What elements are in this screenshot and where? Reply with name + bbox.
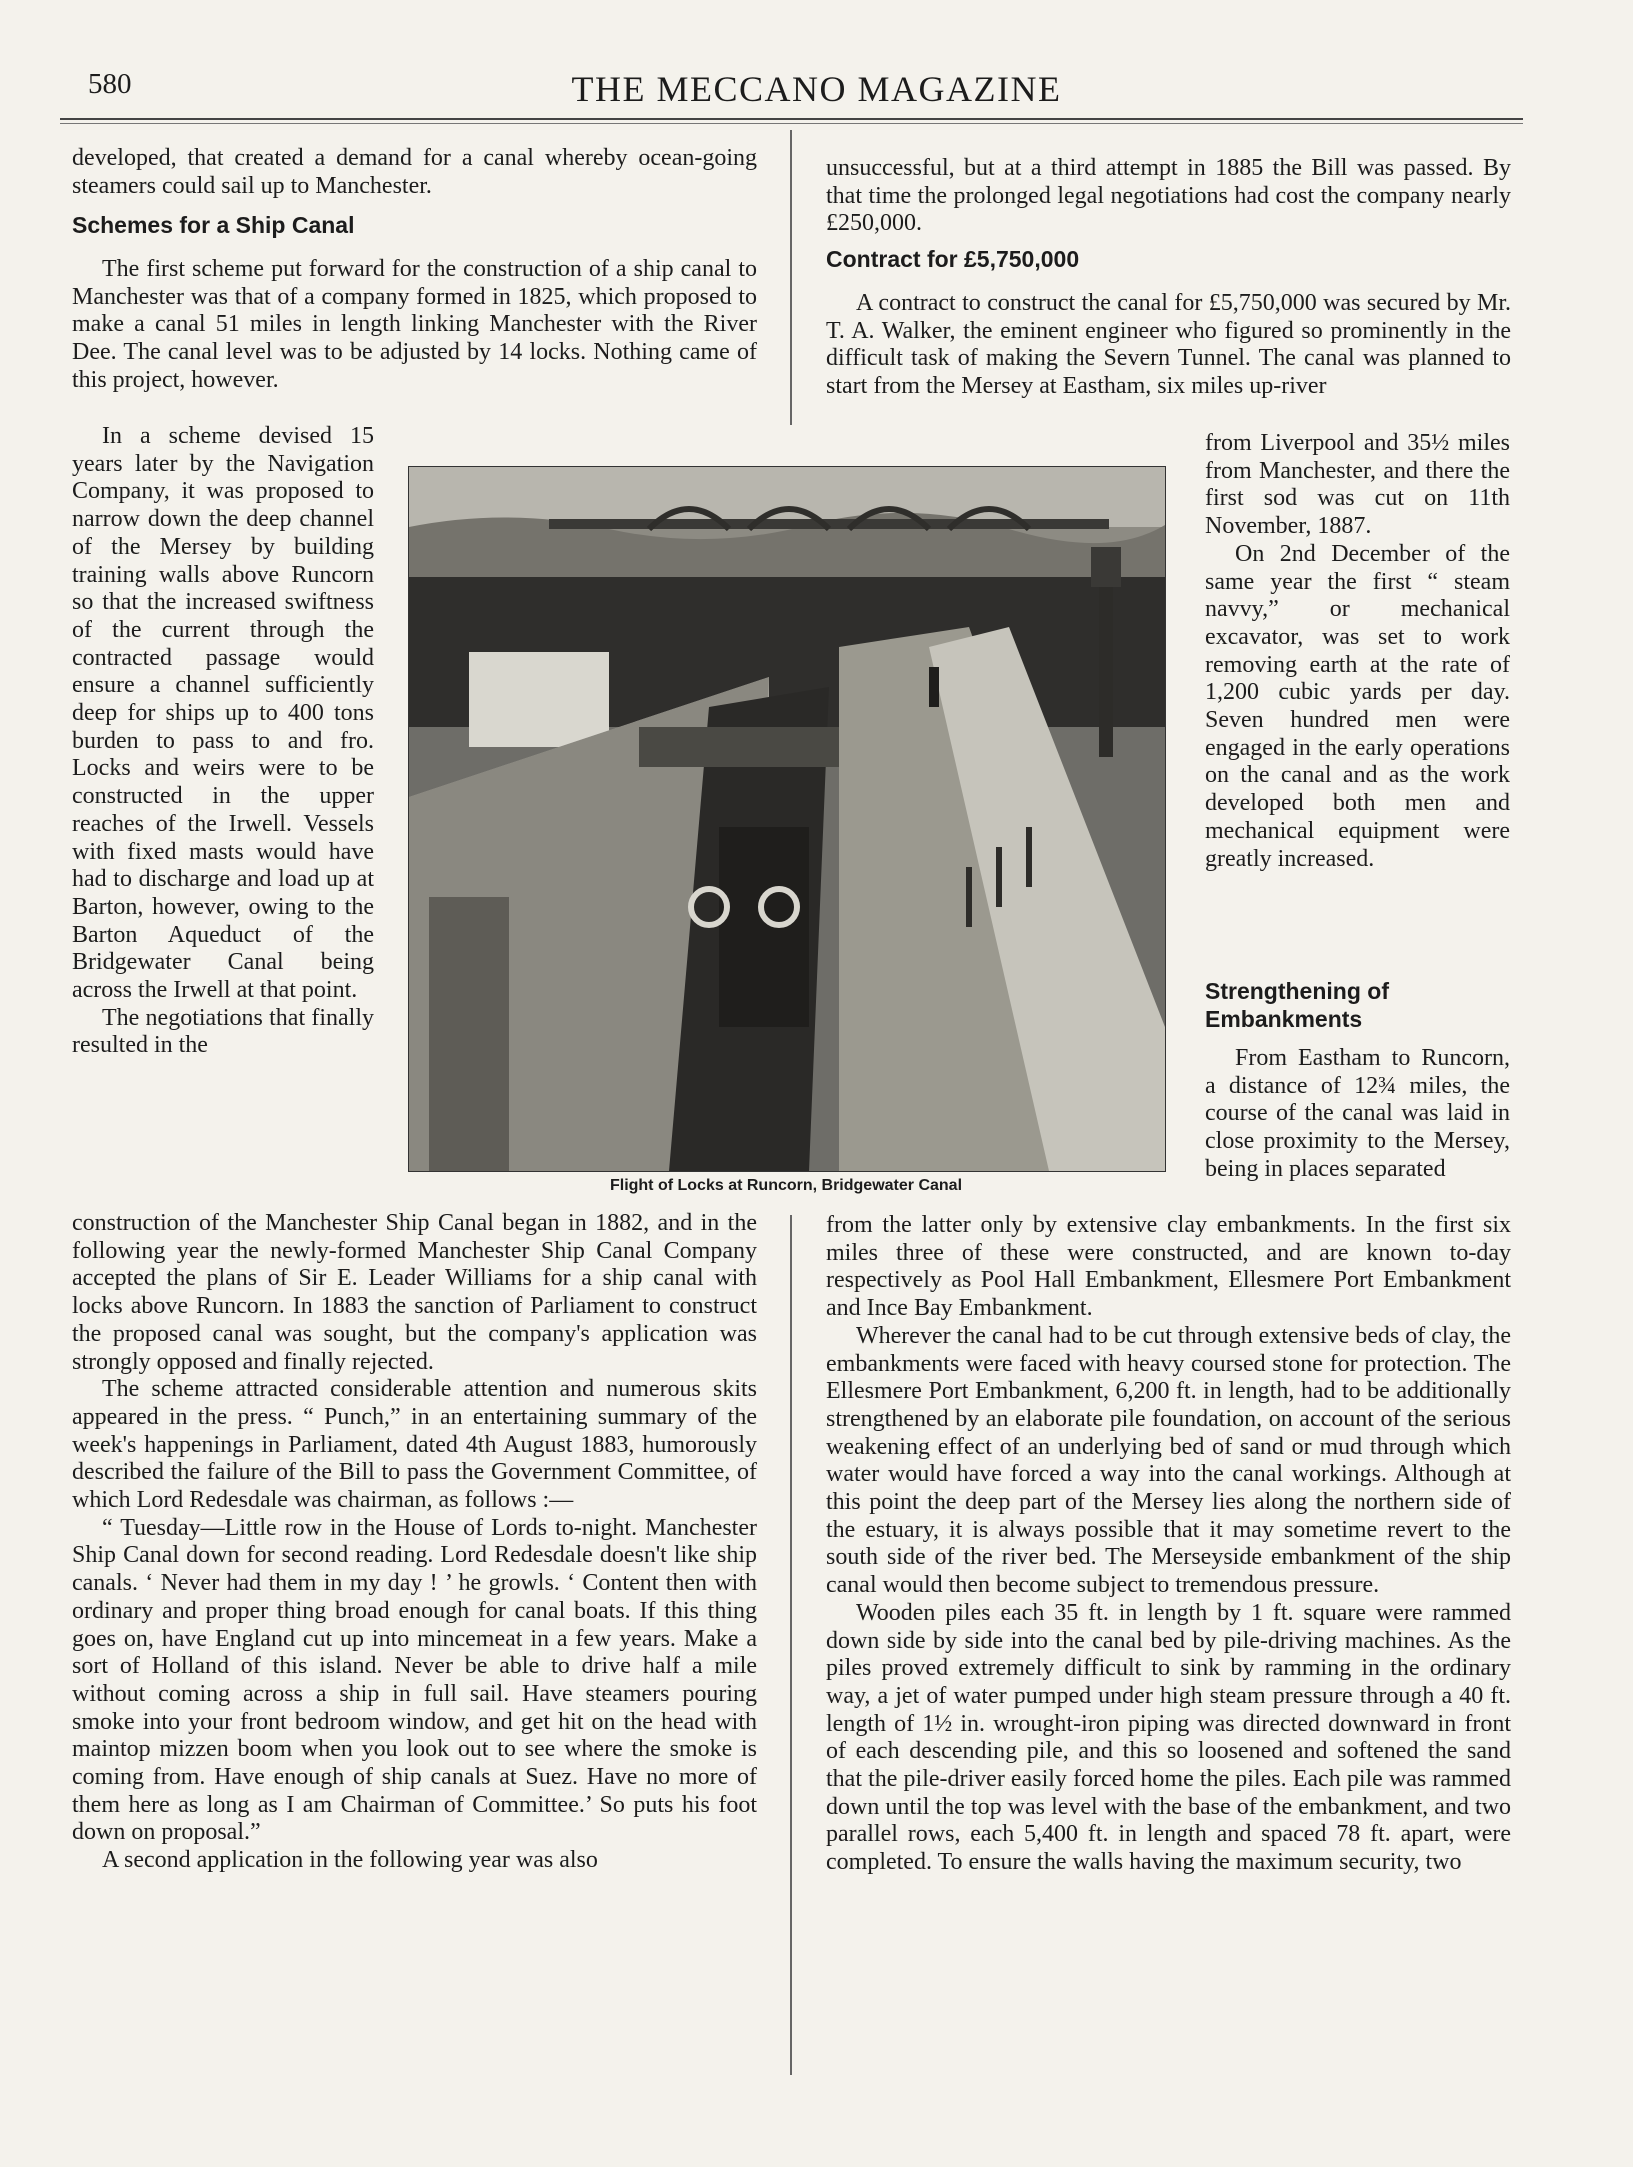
magazine-title: THE MECCANO MAGAZINE bbox=[571, 69, 1062, 109]
section-heading-contract: Contract for £5,750,000 bbox=[826, 246, 1080, 272]
paragraph: developed, that created a demand for a canal whereby ocean-going steamers could sail up to Manchester. bbox=[72, 145, 757, 199]
header-rule bbox=[60, 118, 1523, 124]
left-paragraph-2 bbox=[72, 423, 374, 1060]
paragraph: from Liverpool and 35½ miles from Manchester, and there the first sod was cut on 11th November, 1887. bbox=[1205, 430, 1510, 540]
section-heading-schemes: Schemes for a Ship Canal bbox=[72, 212, 355, 238]
column-divider-lower bbox=[790, 1215, 792, 2075]
paragraph: Wherever the canal had to be cut through extensive beds of clay, the embankments were faced with heavy coursed stone for protection. The Ellesmere Port Embankment, 6,200 ft. in length, had to be additionally strengthened by an elaborate pile foundation, on account of the serious weakening effect of an underlying bed of sand or mud through which water would have forced a way into the canal workings. Although at this point the deep part of the Mersey lies along the northern side of the estuary, it is always possible that it may sometime revert to the south side of the river bed. The Merseyside embankment of the ship canal would then become subject to tremendous pressure. bbox=[826, 1322, 1511, 1599]
right-paragraph-2 bbox=[1205, 430, 1510, 873]
paragraph: unsuccessful, but at a third attempt in 1885 the Bill was passed. By that time the prolonged legal negotiations had cost the company nearly £250,000. bbox=[826, 155, 1511, 237]
section-heading-embankments: Strengthening of Embankments bbox=[1205, 978, 1389, 1032]
column-divider-upper bbox=[790, 130, 792, 425]
paragraph: A contract to construct the canal for £5,750,000 was secured by Mr. T. A. Walker, the eminent engineer who figured so prominently in the difficult task of making the Severn Tunnel. The canal was planned to start from the Mersey at Eastham, six miles up-river bbox=[826, 290, 1511, 400]
paragraph: The first scheme put forward for the construction of a ship canal to Manchester was that of a company formed in 1825, which proposed to make a canal 51 miles in length linking Manchester with the River Dee. The canal level was to be adjusted by 14 locks. Nothing came of this project, however. bbox=[72, 256, 757, 393]
paragraph: A second application in the following year was also bbox=[102, 1847, 598, 1874]
canal-locks-photo bbox=[408, 466, 1166, 1172]
right-paragraph-1 bbox=[826, 290, 1511, 401]
paragraph: In a scheme devised 15 years later by the Navigation Company, it was proposed to narrow down the deep channel of the Mersey by building training walls above Runcorn so that the increased swiftness of the current through the contracted passage would ensure a channel sufficiently deep for ships up to 400 tons burden to pass to and fro. Locks and weirs were to be constructed in the upper reaches of the Irwell. Vessels with fixed masts would have had to discharge and load up at Barton, however, owing to the Barton Aqueduct of the Bridgewater Canal being across the Irwell at that point. bbox=[72, 423, 374, 1004]
left-paragraph-3 bbox=[72, 1210, 757, 1875]
photo-caption: Flight of Locks at Runcorn, Bridgewater Canal bbox=[609, 1177, 963, 1194]
page-number: 580 bbox=[88, 68, 132, 100]
paragraph: The negotiations that finally resulted in the bbox=[72, 1004, 374, 1059]
paragraph: On 2nd December of the same year the first “ steam navvy,” or mechanical excavator, was set to work removing earth at the rate of 1,200 cubic yards per day. Seven hundred men were engaged in the early operations on the canal and as the work developed both men and mechanical equipment were greatly increased. bbox=[1205, 540, 1510, 872]
paragraph: from the latter only by extensive clay embankments. In the first six miles three of these were constructed, and are known to-day respectively as Pool Hall Embankment, Ellesmere Port Embankment and Ince Bay Embankment. bbox=[826, 1212, 1511, 1322]
right-paragraph-3 bbox=[1205, 1045, 1510, 1184]
paragraph: The scheme attracted considerable attention and numerous skits appeared in the press. “ Punch,” in an entertaining summary of the week's happenings in Parliament, dated 4th August 1883, humorously described the failure of the Bill to pass the Government Committee, of which Lord Redesdale was chairman, as follows :— bbox=[72, 1376, 757, 1514]
right-paragraph-4 bbox=[826, 1212, 1511, 1877]
paragraph: “ Tuesday—Little row in the House of Lords to-night. Manchester Ship Canal down for second reading. Lord Redesdale doesn't like ship canals. ‘ Never had them in my day ! ’ he growls. ‘ Content then with ordinary and proper thing broad enough for canal boats. If this thing goes on, have England cut up into mincemeat in a few years. Make a sort of Holland of this island. Never be able to drive half a mile without coming across a ship in full sail. Have steamers pouring smoke into your front bedroom window, and get hit on the head with maintop mizzen boom when you look out to see where the smoke is coming from. Have enough of ship canals at Suez. Have no more of them here as long as I am Chairman of Committee.’ So puts his foot down on proposal.” bbox=[72, 1514, 757, 1846]
paragraph: Wooden piles each 35 ft. in length by 1 ft. square were rammed down side by side into the canal bed by pile-driving machines. As the piles proved extremely difficult to sink by ramming in the ordinary way, a jet of water pumped under high steam pressure through a 40 ft. length of 1½ in. wrought-iron piping was directed downward in front of each descending pile, and this so loosened and softened the sand that the pile-driver easily forced home the piles. Each pile was rammed down until the top was level with the base of the embankment, and two parallel rows, each 5,400 ft. in length and spaced 78 ft. apart, were completed. To ensure the walls having the maximum security, two bbox=[826, 1599, 1511, 1876]
paragraph: From Eastham to Runcorn, a distance of 12¾ miles, the course of the canal was laid in close proximity to the Mersey, being in places separated bbox=[1205, 1045, 1510, 1182]
left-intro bbox=[72, 145, 757, 200]
right-intro bbox=[826, 155, 1511, 238]
left-paragraph-1 bbox=[72, 256, 757, 395]
paragraph: construction of the Manchester Ship Canal began in 1882, and in the following year the newly-formed Manchester Ship Canal Company accepted the plans of Sir E. Leader Williams for a ship canal with locks above Runcorn. In 1883 the sanction of Parliament to construct the proposed canal was sought, but the company's application was strongly opposed and finally rejected. bbox=[72, 1210, 757, 1375]
